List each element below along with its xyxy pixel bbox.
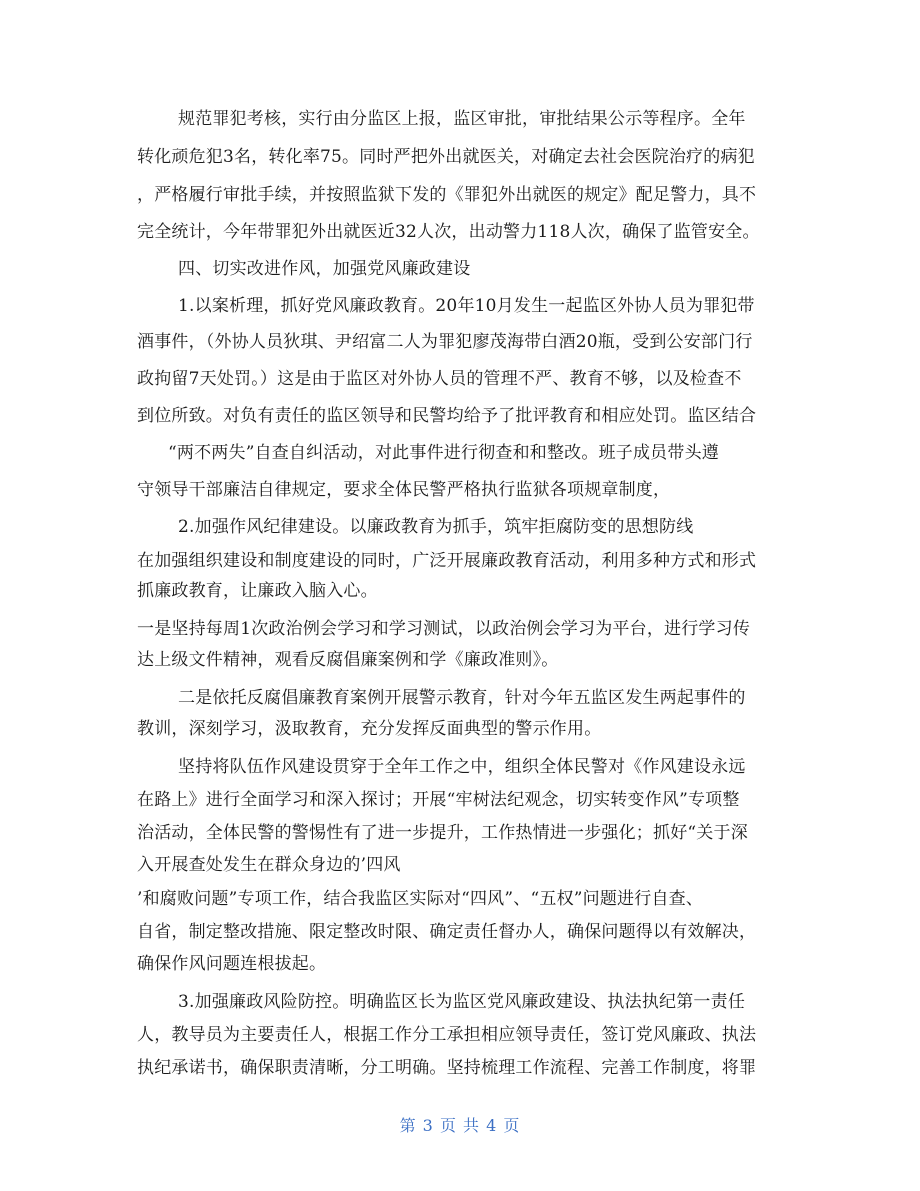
text-line: 转化顽危犯3名，转化率75。同时严把外出就医关，对确定去社会医院治疗的病犯 [137,147,755,167]
text-line: 到位所致。对负有责任的监区领导和民警均给予了批评教育和相应处罚。监区结合 [137,406,757,426]
page-number: 第 3 页 共 4 页 [399,1116,521,1135]
text-line: 2.加强作风纪律建设。以廉政教育为抓手，筑牢拒腐防变的思想防线 [178,517,694,537]
text-line: 教训，深刻学习，汲取教育，充分发挥反面典型的警示作用。 [137,719,602,739]
text-line: 二是依托反腐倡廉教育案例开展警示教育，针对今年五监区发生两起事件的 [178,688,746,708]
text-line: 治活动，全体民警的警惕性有了进一步提升，工作热情进一步强化；抓好“关于深 [137,823,748,843]
text-line: 人，教导员为主要责任人，根据工作分工承担相应领导责任，签订党风廉政、执法 [137,1025,757,1045]
text-line: 1.以案析理，抓好党风廉政教育。20年10月发生一起监区外协人员为罪犯带 [178,296,755,316]
text-line: “两不两失”自查自纠活动，对此事件进行彻查和和整改。班子成员带头遵 [168,443,719,463]
text-line: 确保作风问题连根拔起。 [137,954,327,974]
text-line: 守领导干部廉洁自律规定，要求全体民警严格执行监狱各项规章制度， [137,480,671,500]
text-line: 政拘留7天处罚。）这是由于监区对外协人员的管理不严、教育不够，以及检查不 [137,369,742,389]
text-line: 规范罪犯考核，实行由分监区上报，监区审批，审批结果公示等程序。全年 [178,109,746,129]
text-line: 3.加强廉政风险防控。明确监区长为监区党风廉政建设、执法执纪第一责任 [178,992,746,1012]
section-heading: 四、切实改进作风，加强党风廉政建设 [178,259,471,279]
text-line: 在加强组织建设和制度建设的同时，广泛开展廉政教育活动，利用多种方式和形式 [137,551,757,571]
text-line: 坚持将队伍作风建设贯穿于全年工作之中，组织全体民警对《作风建设永远 [178,757,746,777]
text-line: 酒事件，（外协人员狄琪、尹绍富二人为罪犯廖茂海带白酒20瓶，受到公安部门行 [137,332,753,352]
text-line: 抓廉政教育，让廉政入脑入心。 [137,581,378,601]
text-line: ’和腐败问题”专项工作，结合我监区实际对“四风”、“五权”问题进行自查、 [137,889,704,909]
text-line: 一是坚持每周1次政治例会学习和学习测试，以政治例会学习为平台，进行学习传 [137,619,751,639]
text-line: ，严格履行审批手续，并按照监狱下发的《罪犯外出就医的规定》配足警力，具不 [137,185,757,205]
text-line: 达上级文件精神，观看反腐倡廉案例和学《廉政准则》。 [137,650,559,670]
text-line: 执纪承诺书，确保职责清晰，分工明确。坚持梳理工作流程、完善工作制度，将罪 [137,1058,757,1078]
text-line: 自省，制定整改措施、限定整改时限、确定责任督办人，确保问题得以有效解决， [137,922,757,942]
text-line: 入开展查处发生在群众身边的’四风 [137,855,401,875]
text-line: 完全统计，今年带罪犯外出就医近32人次，出动警力118人次，确保了监管安全。 [137,222,760,242]
text-line: 在路上》进行全面学习和深入探讨；开展“牢树法纪观念，切实转变作风”专项整 [137,790,740,810]
